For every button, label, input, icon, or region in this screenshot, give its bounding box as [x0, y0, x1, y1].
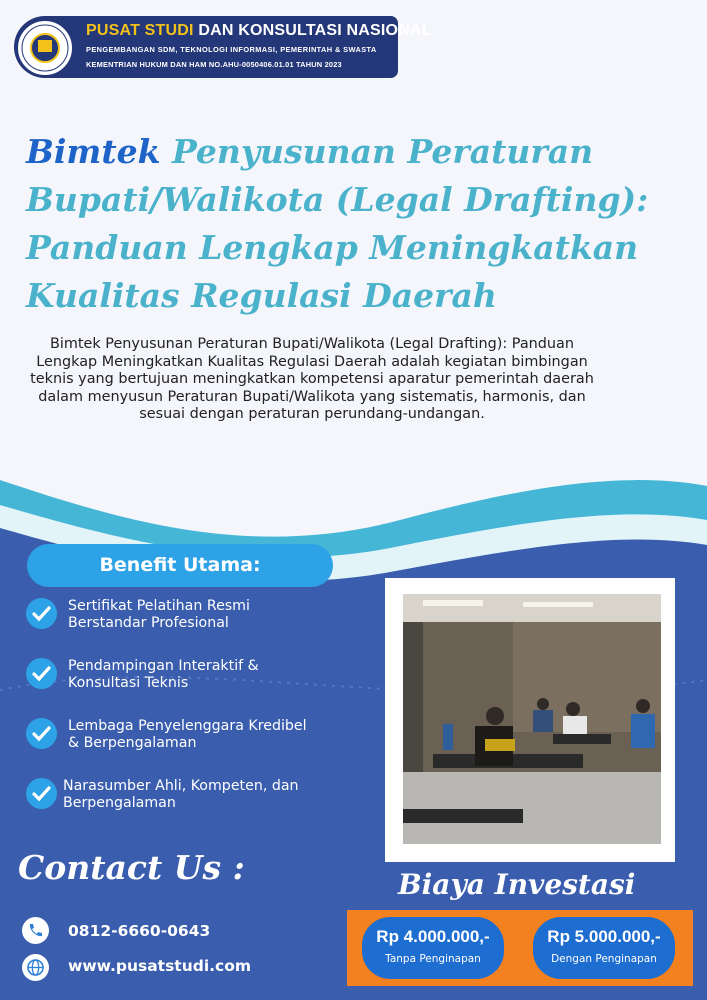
description-text: Bimtek Penyusunan Peraturan Bupati/Walikota (Legal Drafting): Panduan Lengkap Meningkatkan Kualitas Regulasi Daerah adalah kegiatan bimbingan teknis yang bertujuan meningkatkan kompetensi aparatur pemerintah daerah dalam menyusun Peraturan Bupati/Walikota yang sistematis, harmonis, dan sesuai dengan peraturan perundang-undangan. — [30, 336, 594, 423]
benefit-item — [26, 718, 346, 758]
benefit-line1: Sertifikat Pelatihan Resmi — [68, 598, 250, 614]
phone-icon — [22, 917, 49, 944]
website-link[interactable]: www.pusatstudi.com — [68, 957, 252, 975]
benefit-line1: Lembaga Penyelenggara Kredibel — [68, 718, 307, 734]
benefit-heading: Benefit Utama: — [27, 544, 333, 587]
classroom-scene — [403, 594, 661, 844]
benefit-item — [26, 598, 346, 638]
header-title — [86, 22, 432, 40]
benefit-text — [68, 718, 358, 752]
phone-number[interactable]: 0812-6660-0643 — [68, 922, 211, 940]
benefit-line2: Berstandar Profesional — [68, 615, 229, 631]
header-title-part1: PUSAT STUDI — [86, 22, 194, 39]
benefit-text — [68, 658, 358, 692]
check-icon — [26, 778, 57, 809]
title-highlight: Bimtek — [26, 132, 161, 171]
seal-ring-icon — [18, 21, 72, 75]
benefit-text — [68, 598, 358, 632]
benefit-line2: Konsultasi Teknis — [68, 675, 189, 691]
organization-seal — [16, 19, 74, 77]
training-photo — [403, 594, 661, 844]
benefit-item — [26, 778, 346, 818]
globe-icon — [22, 954, 49, 981]
check-icon — [26, 718, 57, 749]
benefit-line2: & Berpengalaman — [68, 735, 197, 751]
check-icon — [26, 658, 57, 689]
benefit-line2: Berpengalaman — [63, 795, 176, 811]
header-title-part2: DAN KONSULTASI NASIONAL — [198, 22, 432, 39]
price-card-with-lodging — [533, 917, 675, 979]
price-amount: Rp 4.000.000,- — [376, 927, 490, 946]
contact-heading: Contact Us : — [18, 848, 245, 887]
benefit-item — [26, 658, 346, 698]
benefit-line1: Pendampingan Interaktif & — [68, 658, 259, 674]
title-rest: Penyusunan Peraturan Bupati/Walikota (Legal Drafting): Panduan Lengkap Meningkatkan Kualitas Regulasi Daerah — [26, 132, 649, 315]
price-label: Dengan Penginapan — [551, 953, 657, 965]
header-registration: KEMENTRIAN HUKUM DAN HAM NO.AHU-0050406.01.01 TAHUN 2023 — [86, 60, 342, 69]
price-label: Tanpa Penginapan — [385, 953, 481, 965]
benefit-text — [63, 778, 353, 812]
investment-heading: Biaya Investasi — [398, 868, 636, 901]
check-icon — [26, 598, 57, 629]
price-amount: Rp 5.000.000,- — [547, 927, 661, 946]
price-card-without-lodging — [362, 917, 504, 979]
benefit-line1: Narasumber Ahli, Kompeten, dan — [63, 778, 299, 794]
header-subtitle: PENGEMBANGAN SDM, TEKNOLOGI INFORMASI, PEMERINTAH & SWASTA — [86, 45, 377, 54]
page-title — [26, 128, 686, 320]
